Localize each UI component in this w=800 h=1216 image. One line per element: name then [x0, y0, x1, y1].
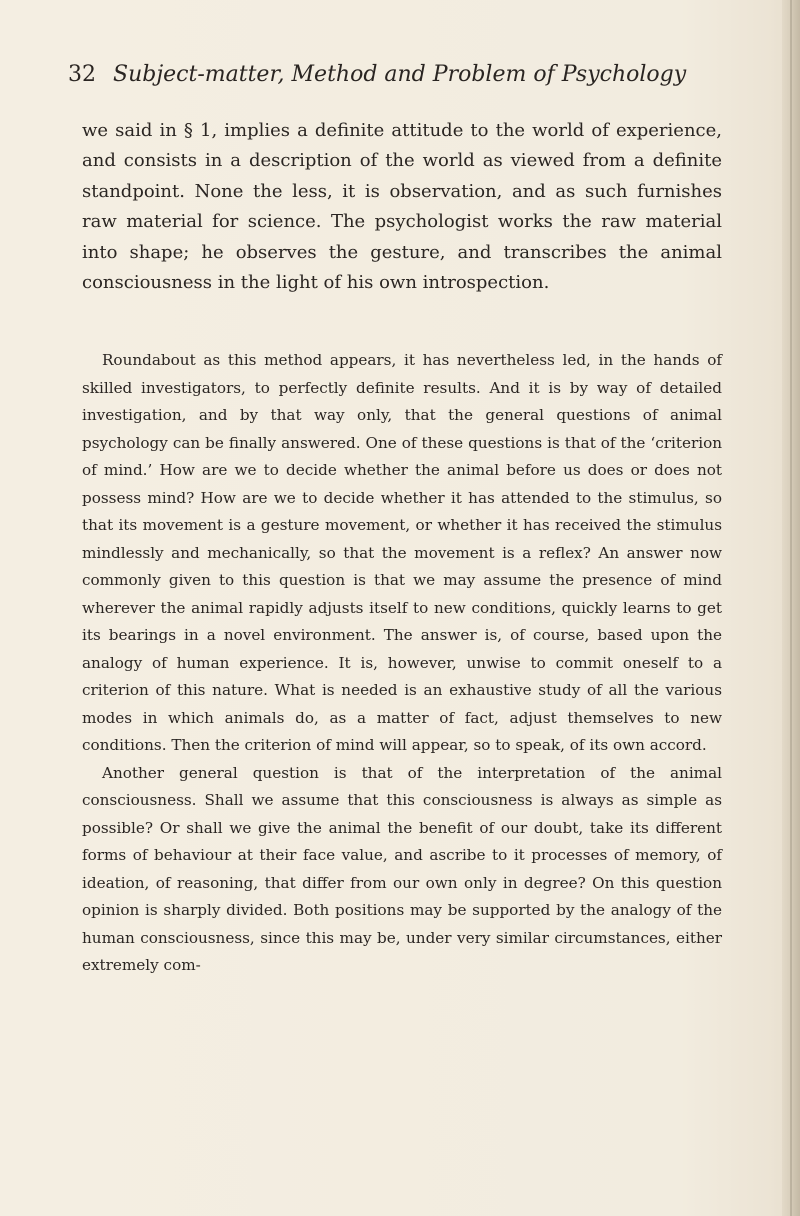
running-title: Subject-matter, Method and Problem of Psychology	[113, 62, 687, 87]
paragraph-interpretation: Another general question is that of the interpretation of the animal consciousness. Shall we assume that this consciousness is always as simple as possible? Or shall we give the animal the benefit of our doubt, take its different forms of behaviour at their face value, and ascribe to it processes of memory, of ideation, of reasoning, that differ from our own only in degree? On this question opinion is sharply divided. Both positions may be supported by the analogy of the human consciousness, since this may be, under very similar circumstances, either extremely com-	[82, 763, 722, 974]
paragraph-criterion-of-mind: Roundabout as this method appears, it has nevertheless led, in the hands of skilled investigators, to perfectly definite results. And it is by way of detailed investigation, and by that way only, that the general questions of animal psychology can be finally answered. One of these questions is that of the ‘criterion of mind.’ How are we to decide whether the animal before us does or does not possess mind? How are we to decide whether it has attended to the stimulus, so that its movement is a gesture movement, or whether it has received the stimulus mindlessly and mechanically, so that the movement is a reflex? An answer now commonly given to this question is that we may assume the presence of mind wherever the animal rapidly adjusts itself to new conditions, quickly learns to get its bearings in a novel environment. The answer is, of course, based upon the analogy of human experience. It is, however, unwise to commit oneself to a criterion of this nature. What is needed is an exhaustive study of all the various modes in which animals do, as a matter of fact, adjust themselves to new conditions. Then the criterion of mind will appear, so to speak, of its own accord.	[82, 351, 722, 754]
lead-text-block	[82, 116, 722, 298]
page-edge-line	[790, 0, 792, 1216]
running-header	[68, 62, 686, 87]
lead-paragraph: we said in § 1, implies a definite attitude to the world of experience, and consists in a description of the world as viewed from a definite standpoint. None the less, it is observation, and as such furnishes raw material for science. The psychologist works the raw material into shape; he observes the gesture, and transcribes the animal consciousness in the light of his own introspection.	[82, 120, 722, 294]
page-number: 32	[68, 62, 96, 87]
small-text-block	[82, 347, 722, 980]
